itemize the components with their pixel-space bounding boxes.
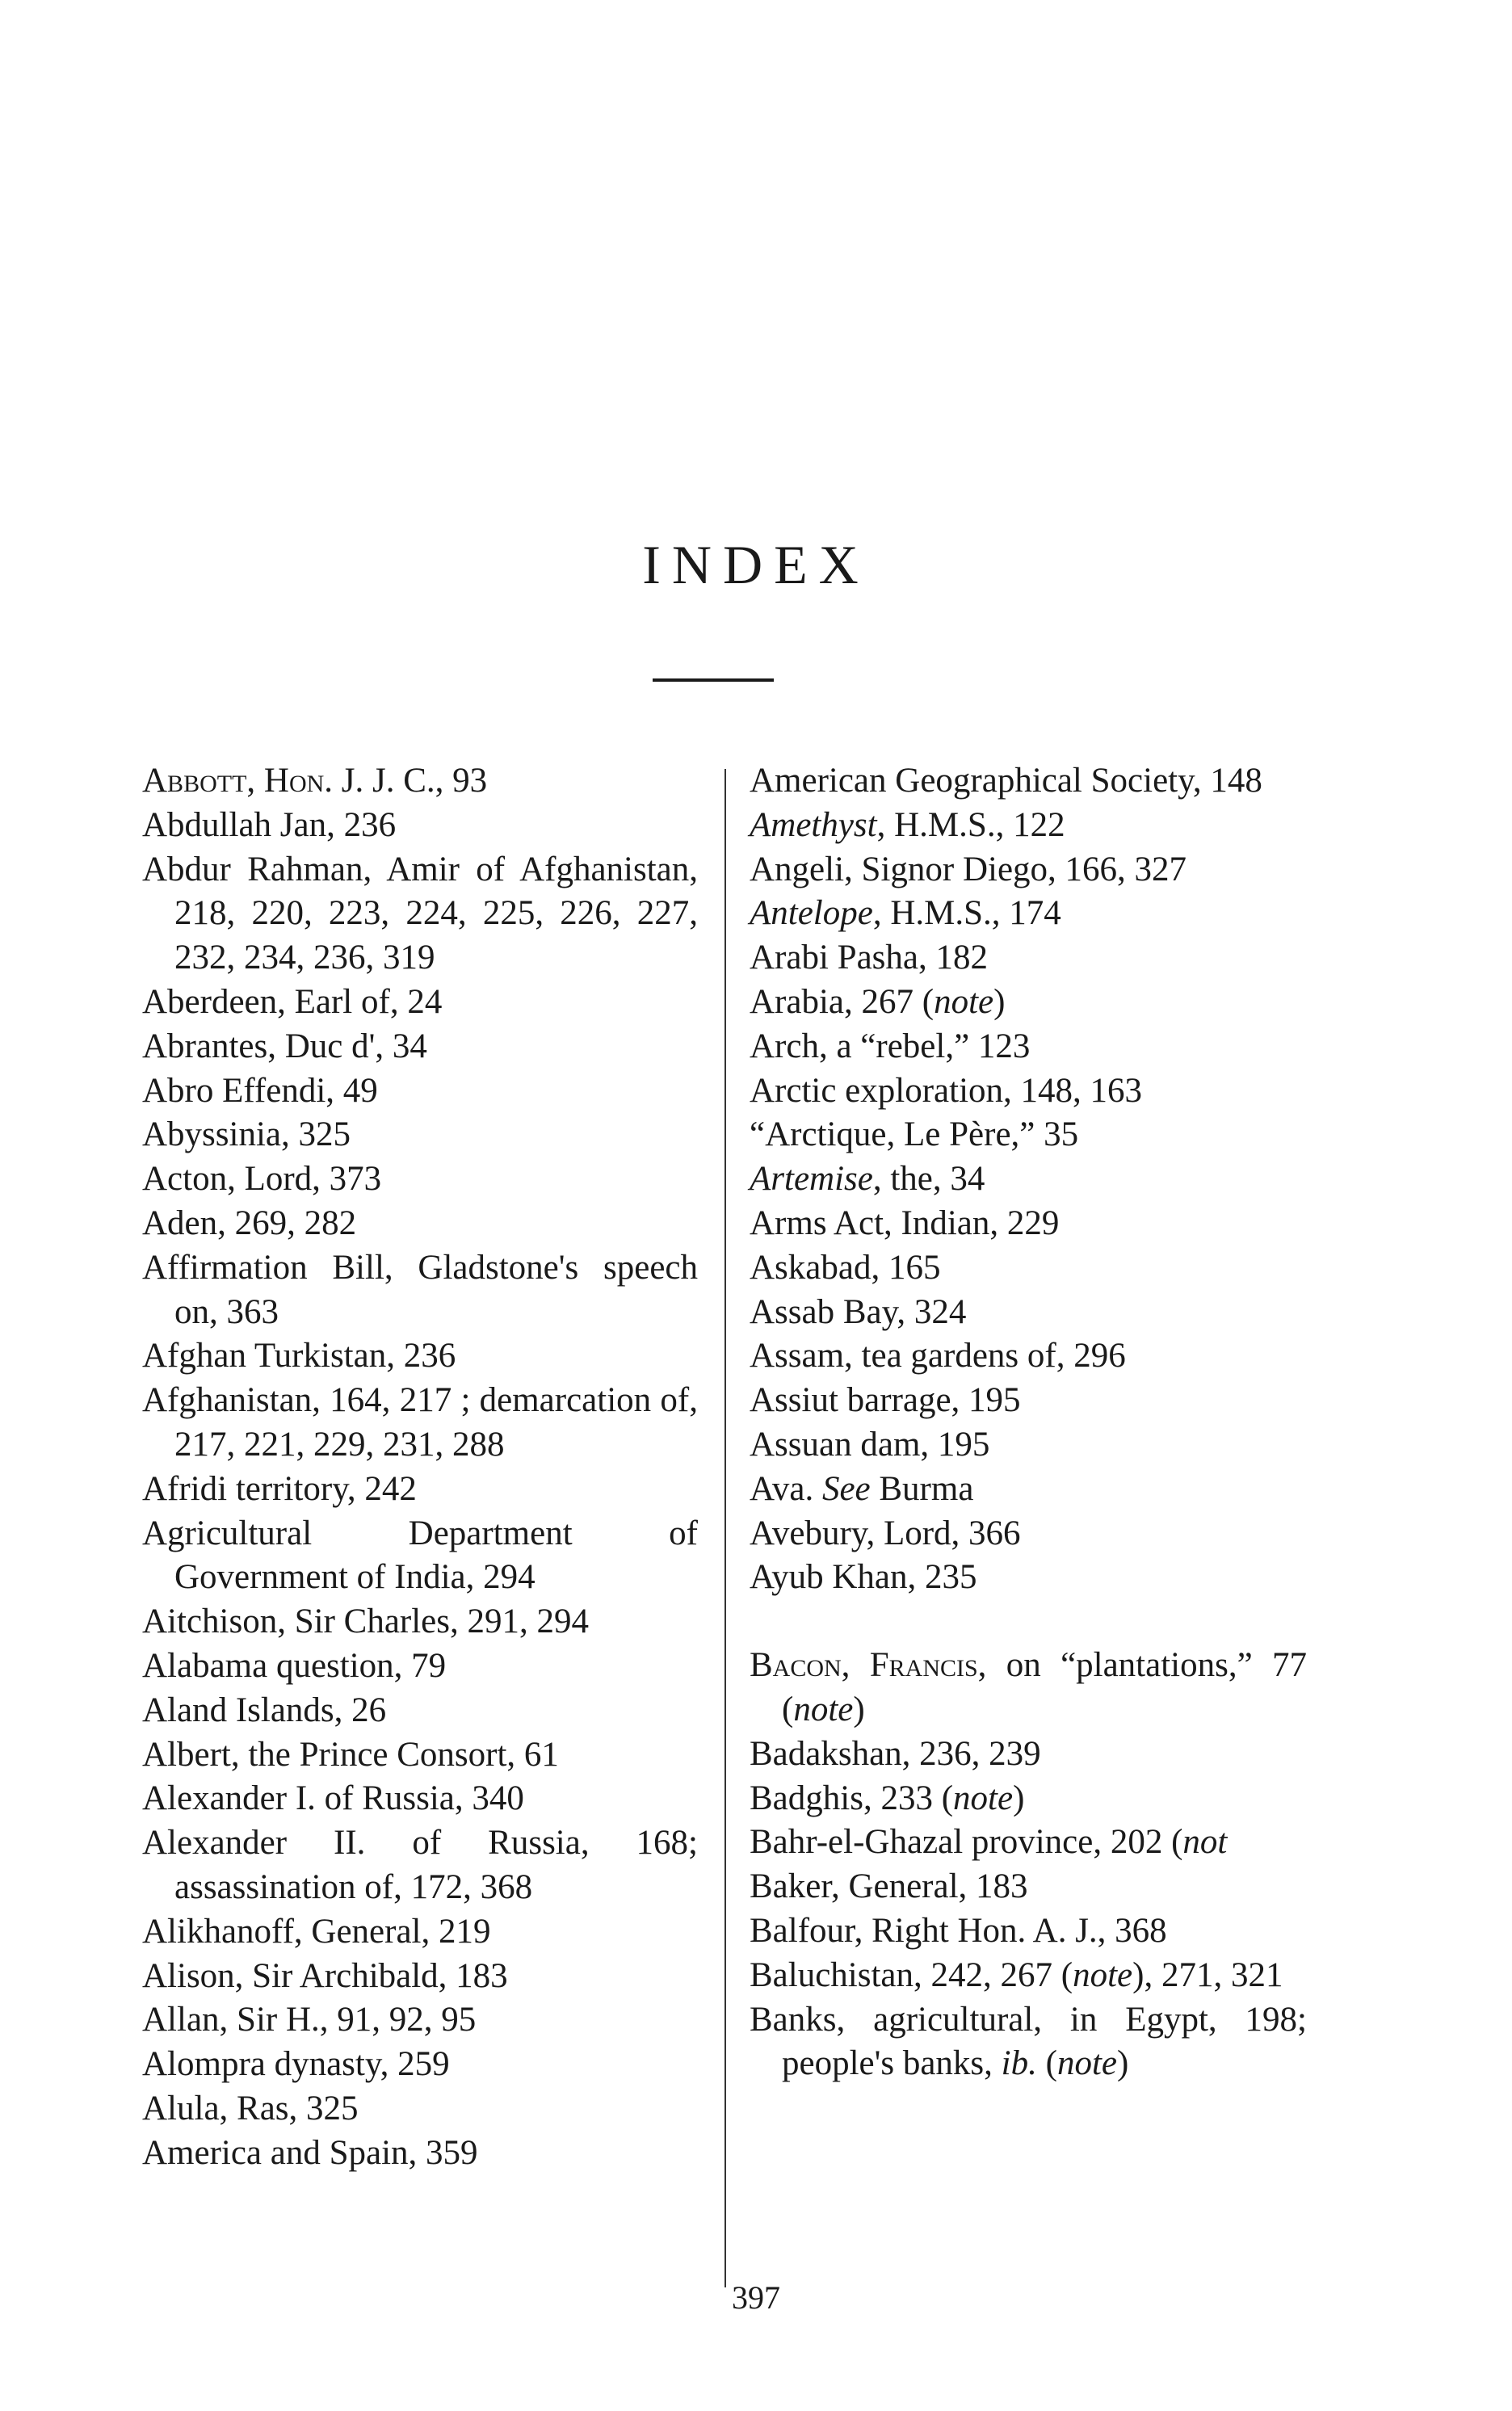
index-entry: Arms Act, Indian, 229	[750, 1203, 1060, 1242]
index-entry: Antelope, H.M.S., 174	[750, 894, 1061, 933]
page-title: INDEX	[642, 534, 870, 595]
index-column-right	[750, 759, 1307, 2086]
index-entry: Amethyst, H.M.S., 122	[750, 805, 1065, 844]
index-entry: Artemise, the, 34	[750, 1160, 985, 1199]
index-entry: Assam, tea gardens of, 296	[750, 1337, 1126, 1376]
index-entry: Abbott, Hon. J. J. C., 93	[142, 762, 488, 800]
index-entry: Alexander II. of Russia, 168; assassination of, 172, 368	[142, 1824, 698, 1906]
index-entry: Arabi Pasha, 182	[750, 939, 988, 977]
index-entry: Askabad, 165	[750, 1248, 941, 1287]
index-entry: “Arctique, Le Père,” 35	[750, 1115, 1079, 1154]
index-entry: Arch, a “rebel,” 123	[750, 1027, 1031, 1065]
index-entry: Aberdeen, Earl of, 24	[142, 982, 443, 1021]
index-entry: Allan, Sir H., 91, 92, 95	[142, 2001, 477, 2039]
index-entry: Alikhanoff, General, 219	[142, 1912, 491, 1951]
index-entry: Arabia, 267 (note)	[750, 982, 1006, 1021]
index-entry: Badghis, 233 (note)	[750, 1779, 1025, 1817]
index-entry: Abyssinia, 325	[142, 1115, 351, 1154]
index-entry: Banks, agricultural, in Egypt, 198; people's banks, ib. (note)	[750, 2000, 1307, 2083]
index-entry: Abdullah Jan, 236	[142, 805, 397, 844]
column-divider	[724, 769, 726, 2287]
index-entry: Alabama question, 79	[142, 1646, 447, 1685]
index-entry: Abdur Rahman, Amir of Afghanistan, 218, 220, 223, 224, 225, 226, 227, 232, 234, 236, 319	[142, 850, 698, 977]
index-entry: Alison, Sir Archibald, 183	[142, 1956, 508, 1995]
index-entry: Baker, General, 183	[750, 1867, 1028, 1906]
index-entry: Bahr-el-Ghazal province, 202 (not	[750, 1823, 1228, 1862]
index-entry: Arctic exploration, 148, 163	[750, 1071, 1143, 1110]
index-entry: Agricultural Department of Government of India, 294	[142, 1514, 698, 1597]
index-entry: Balfour, Right Hon. A. J., 368	[750, 1911, 1167, 1950]
index-entry: Ayub Khan, 235	[750, 1558, 977, 1597]
index-entry: Angeli, Signor Diego, 166, 327	[750, 850, 1187, 888]
index-entry: Avebury, Lord, 366	[750, 1514, 1021, 1552]
index-entry: Assab Bay, 324	[750, 1292, 967, 1331]
index-entry: Alompra dynasty, 259	[142, 2045, 450, 2084]
index-entry: Alexander I. of Russia, 340	[142, 1779, 524, 1818]
index-entry: Aland Islands, 26	[142, 1691, 387, 1729]
index-entry: America and Spain, 359	[142, 2133, 478, 2172]
index-entry: Bacon, Francis, on “plantations,” 77 (note)	[750, 1646, 1307, 1728]
index-entry: Aitchison, Sir Charles, 291, 294	[142, 1602, 589, 1641]
index-entry: Aden, 269, 282	[142, 1203, 357, 1242]
index-entry: Assuan dam, 195	[750, 1425, 990, 1464]
title-rule	[653, 678, 774, 682]
index-entry: Assiut barrage, 195	[750, 1381, 1021, 1420]
index-entry: Abrantes, Duc d', 34	[142, 1027, 427, 1065]
index-column-left	[142, 759, 698, 2176]
index-entry: Albert, the Prince Consort, 61	[142, 1735, 559, 1774]
index-entry: Afridi territory, 242	[142, 1469, 417, 1508]
index-entry: Badakshan, 236, 239	[750, 1734, 1041, 1773]
index-entry: Afghan Turkistan, 236	[142, 1337, 456, 1376]
index-entry: Affirmation Bill, Gladstone's speech on, 363	[142, 1248, 698, 1331]
index-entry: Alula, Ras, 325	[142, 2089, 359, 2127]
index-entry: Ava. See Burma	[750, 1469, 974, 1508]
index-entry: Abro Effendi, 49	[142, 1071, 378, 1110]
index-entry: Afghanistan, 164, 217 ; demarcation of, 217, 221, 229, 231, 288	[142, 1381, 698, 1464]
index-entry: Baluchistan, 242, 267 (note), 271, 321	[750, 1955, 1283, 1994]
page-number: 397	[732, 2279, 780, 2316]
index-entry: American Geographical Society, 148	[750, 762, 1262, 800]
index-entry: Acton, Lord, 373	[142, 1160, 382, 1199]
